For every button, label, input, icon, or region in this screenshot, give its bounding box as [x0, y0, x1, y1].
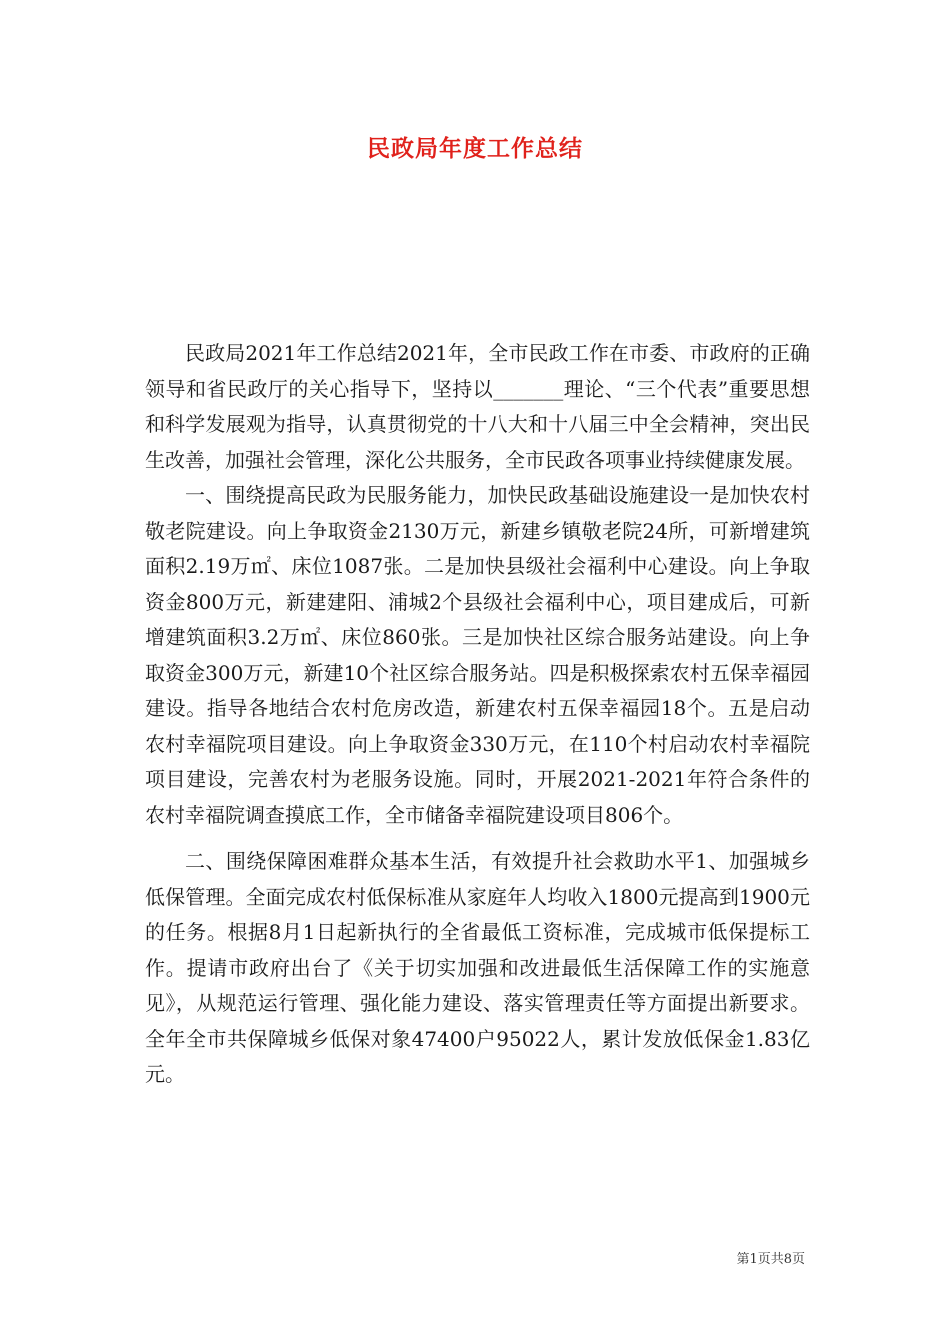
paragraph-section-two: 二、围绕保障困难群众基本生活，有效提升社会救助水平1、加强城乡低保管理。全面完成农村低保标准从家庭年人均收入1800元提高到1900元的任务。根据8月1日起新执行的全省最低工资标准，完成城市低保提标工作。提请市政府出台了《关于切实加强和改进最低生活保障工作的实施意见》，从规范运行管理、强化能力建设、落实管理责任等方面提出新要求。全年全市共保障城乡低保对象47400户95022人，累计发放低保金1.83亿元。 [145, 849, 810, 1086]
document-title: 民政局年度工作总结 [367, 135, 583, 162]
paragraph-intro: 民政局2021年工作总结2021年，全市民政工作在市委、市政府的正确领导和省民政厅的关心指导下，坚持以_______理论、“三个代表”重要思想和科学发展观为指导，认真贯彻党的十八大和十八届三中全会精神，突出民生改善，加强社会管理，深化公共服务，全市民政各项事业持续健康发展。 [145, 341, 810, 472]
page-number: 第1页共8页 [736, 1252, 805, 1267]
paragraph-section-one: 一、围绕提高民政为民服务能力，加快民政基础设施建设一是加快农村敬老院建设。向上争取资金2130万元，新建乡镇敬老院24所，可新增建筑面积2.19万㎡、床位1087张。二是加快县级社会福利中心建设。向上争取资金800万元，新建建阳、浦城2个县级社会福利中心，项目建成后，可新增建筑面积3.2万㎡、床位860张。三是加快社区综合服务站建设。向上争取资金300万元，新建10个社区综合服务站。四是积极探索农村五保幸福园建设。指导各地结合农村危房改造，新建农村五保幸福园18个。五是启动农村幸福院项目建设。向上争取资金330万元，在110个村启动农村幸福院项目建设，完善农村为老服务设施。同时，开展2021-2021年符合条件的农村幸福院调查摸底工作，全市储备幸福院建设项目806个。 [145, 483, 810, 827]
document-body [145, 336, 810, 1093]
